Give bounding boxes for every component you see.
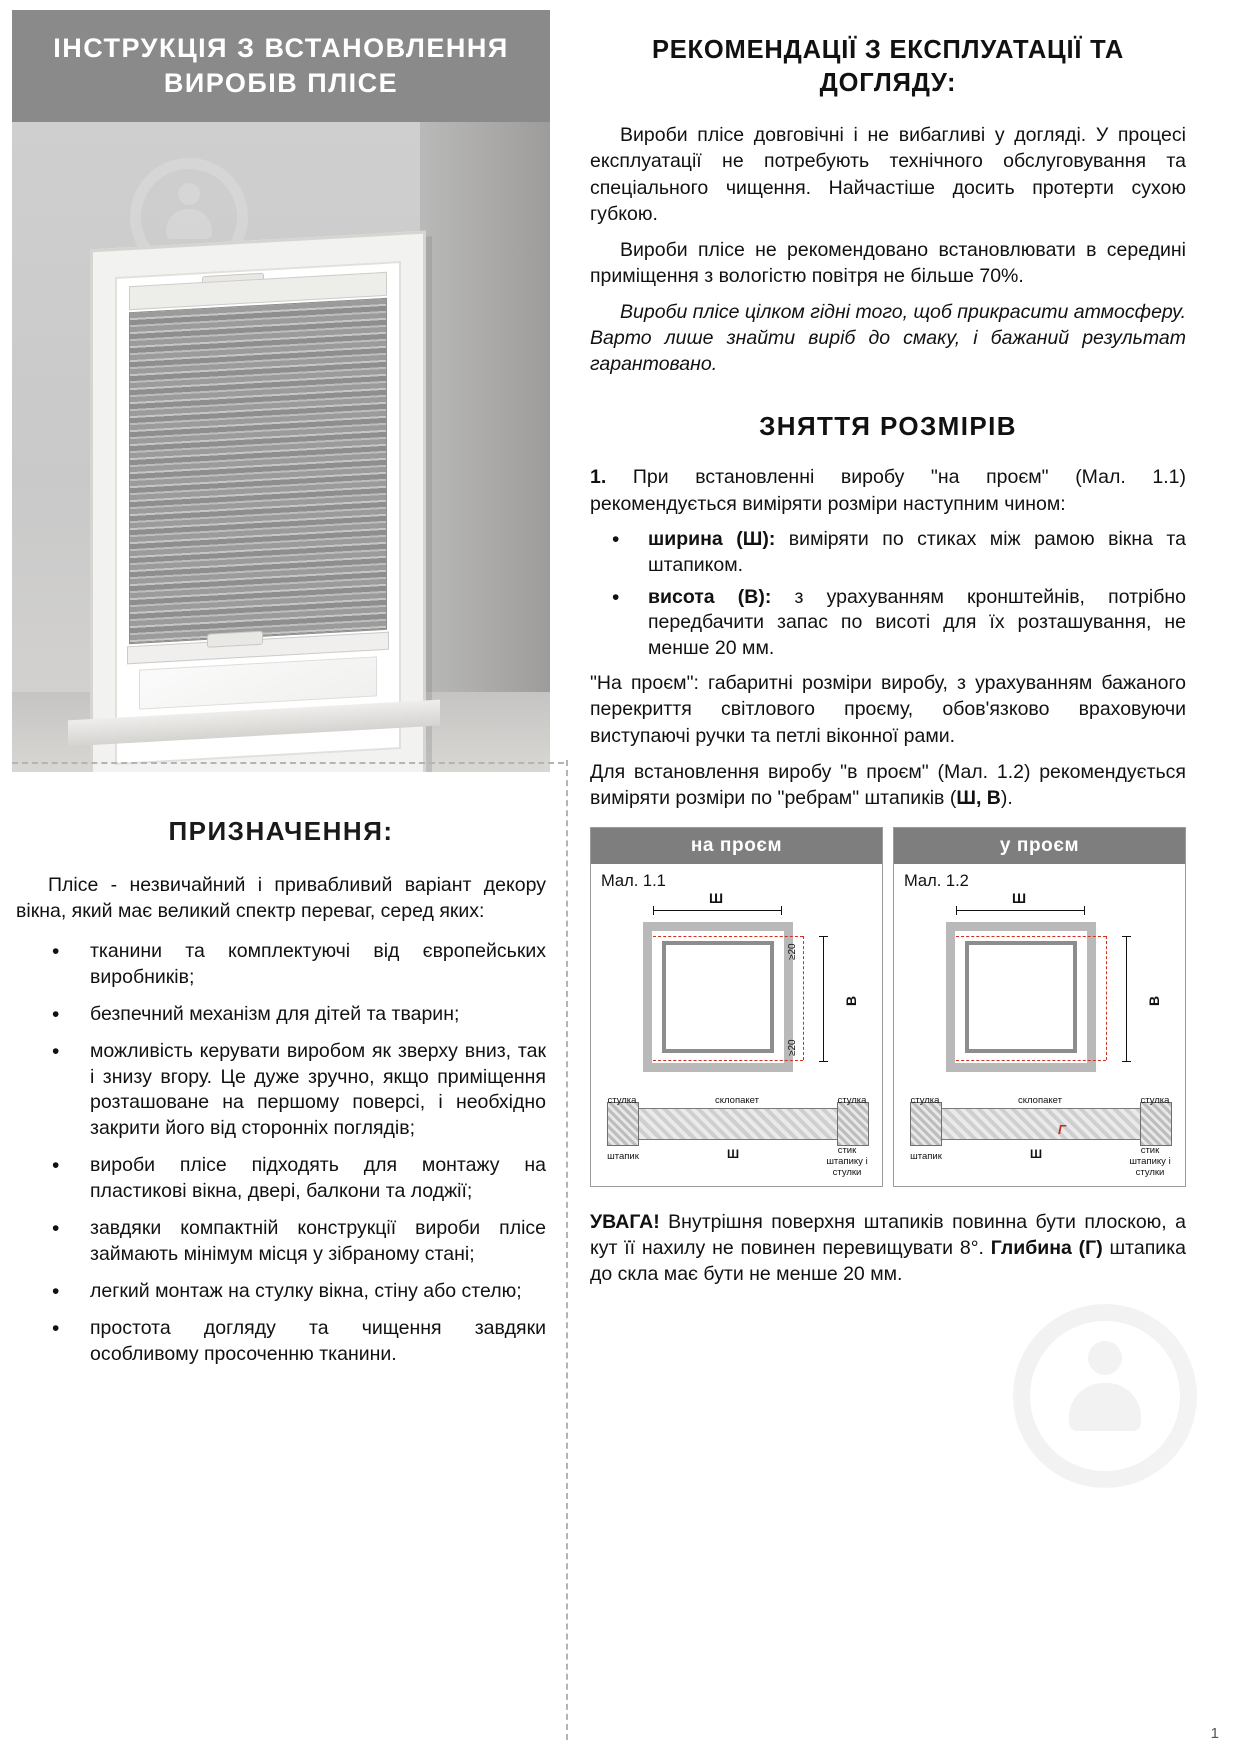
measurement-intro [590,464,1186,516]
figure-2-sec-b-right-label: стик штапику і стулки [1129,1144,1171,1178]
warning-text-2: штапика до скла має бути не менше 20 мм. [590,1237,1186,1286]
purpose-bullet-list [16,939,546,1368]
list-item [590,585,1186,663]
warning-lead: УВАГА! [590,1210,660,1233]
figure-2-depth-mark: Г [1058,1121,1066,1137]
list-item: • безпечний механізм для дітей та тварин; [16,1002,546,1028]
measurement-note-a: "На проєм": габаритні розміри виробу, з урахуванням бажаного перекриття світлового проєму, обов'язково враховуючи виступаючі ручки та петлі віконної рами. [590,672,1186,747]
page-title-banner [12,10,550,122]
divider-vertical [566,760,568,1740]
figure-2-height-dim-line [1126,936,1127,1062]
figure-2-width-label: Ш [1012,889,1027,906]
figure-2-sec-b-left-label: штапик [910,1150,942,1162]
figure-1-dash-right [803,936,804,1060]
list-item: • завдяки компактній конструкції вироби плісе займають мінімум місця у зібраному стані; [16,1216,546,1268]
figure-1-sec-right-label: стулка [837,1094,867,1106]
list-item: • можливість керувати виробом як зверху вниз, так і знизу вгору. Це дуже зручно, якщо приміщення розташоване на першому поверсі, і необхідно закрити його від сторонніх поглядів; [16,1039,546,1143]
figure-1-header: на проєм [591,828,882,864]
figure-2-sec-b-center-label: Ш [1029,1146,1043,1161]
figure-1-dash-top [653,936,803,937]
figure-1-height-tick-top [819,936,828,937]
pleated-blind-fabric [129,298,387,644]
purpose-intro: Плісе - незвичайний і привабливий варіант декору вікна, який має великий спектр переваг, серед яких: [16,874,546,922]
figure-1-sec-b-right-label: стик штапику і стулки [826,1144,868,1178]
measurement-heading: ЗНЯТТЯ РОЗМІРІВ [759,411,1017,442]
window-inner-frame [115,261,401,765]
figure-2-dash-top [956,936,1106,937]
figure-1-label: Мал. 1.1 [601,871,666,890]
figure-2-sec-center-label: склопакет [1018,1094,1062,1106]
measurement-bullet-list [590,527,1186,663]
figure-in-opening [893,827,1186,1187]
figure-1-sash-left [607,1102,639,1146]
figure-1-dash-bottom [653,1060,803,1061]
page-title: ІНСТРУКЦІЯ З ВСТАНОВЛЕННЯ ВИРОБІВ ПЛІСЕ [53,33,509,98]
figure-1-sec-b-left-label: штапик [607,1150,639,1162]
measurement-intro-text: При встановленні виробу "на проєм" (Мал. 1.1) рекомендується виміряти розміри наступним чином: [590,466,1186,515]
figure-2-glass-unit [926,1108,1144,1140]
figure-1-width-label: Ш [709,889,724,906]
measurement-step-number: 1. [590,466,607,489]
figure-1-cross-section [605,1094,869,1178]
care-heading: РЕКОМЕНДАЦІЇ З ЕКСПЛУАТАЦІЇ ТА ДОГЛЯДУ: [651,36,1125,98]
care-paragraph-1: Вироби плісе довговічні і не вибагливі у догляді. У процесі експлуатації не потребують технічного обслуговування та спеціального чищення. Найчастіше досить протерти сухою губкою. [590,124,1186,225]
measure-width-text: виміряти по стиках між рамою вікна та штапиком. [648,527,1186,576]
figure-2-sash-left [910,1102,942,1146]
figure-1-sec-left-label: стулка [607,1094,637,1106]
list-item: • простота догляду та чищення завдяки особливому просоченню тканини. [16,1316,546,1368]
list-item [590,527,1186,579]
measure-height-text: з урахуванням кронштейнів, потрібно передбачити запас по висоті для їх розташування, не менше 20 мм. [648,585,1186,660]
left-column [12,10,550,1740]
figure-2-width-tick-left [956,906,957,915]
figure-2-dash-right [1106,936,1107,1060]
purpose-section [12,816,550,1368]
warning-note [590,1209,1186,1287]
watermark-large-icon [1013,1304,1197,1488]
figure-2-width-dim-line [956,910,1084,911]
page-number: 1 [1210,1725,1219,1742]
window-glass [139,656,377,709]
figure-1-height-label: В [843,995,859,1006]
figure-2-dash-bottom [956,1060,1106,1061]
figure-1-width-tick-left [653,906,654,915]
window-illustration [90,231,426,772]
care-paragraph-2: Вироби плісе не рекомендовано встановлювати в середині приміщення з вологістю повітря не більше 70%. [590,238,1186,287]
list-item: • тканини та комплектуючі від європейських виробників; [16,939,546,991]
figure-2-height-label: В [1146,995,1162,1006]
figure-2-sec-right-label: стулка [1140,1094,1170,1106]
warning-text-1: Внутрішня поверхня штапиків повинна бути плоскою, а кут її нахилу не повинен перевищувати 8°. [590,1210,1186,1260]
figure-2-sec-left-label: стулка [910,1094,940,1106]
measurement-note-b-pre: Для встановлення виробу "в проєм" (Мал. 1.2) рекомендується виміряти розміри по "ребрам" штапиків ( [590,760,1186,809]
figure-2-sash-right [1140,1102,1172,1146]
figures-row [590,827,1186,1187]
figure-1-body [591,864,882,1186]
wall-shade-right [420,122,550,772]
care-paragraph-3: Вироби плісе цілком гідні того, щоб прикрасити атмосферу. Варто лише знайти виріб до смаку, і бажаний результат гарантовано. [590,301,1186,376]
purpose-heading: ПРИЗНАЧЕННЯ: [168,816,394,846]
figure-1-height-tick-bottom [819,1061,828,1062]
figure-2-height-tick-top [1122,936,1131,937]
list-item: • легкий монтаж на стулку вікна, стіну або стелю; [16,1279,546,1305]
figure-1-sash-right [837,1102,869,1146]
figure-2-cross-section [908,1094,1172,1178]
right-column [590,34,1186,1307]
figure-1-gap-bottom: ≥20 [787,1039,798,1056]
figure-2-window-frame [946,922,1096,1072]
figure-2-label: Мал. 1.2 [904,871,969,890]
figure-2-body [894,864,1185,1186]
figure-1-sec-b-center-label: Ш [726,1146,740,1161]
figure-2-header: у проєм [894,828,1185,864]
figure-1-height-dim-line [823,936,824,1062]
warning-bold-2: Глибина (Г) [990,1237,1103,1260]
product-photo [12,122,550,772]
measurement-note-b-bold: Ш, В [956,786,1001,809]
figure-1-window-frame [643,922,793,1072]
list-item: • вироби плісе підходять для монтажу на пластикові вікна, двері, балкони та лоджії; [16,1153,546,1205]
figure-on-opening [590,827,883,1187]
figure-2-width-tick-right [1084,906,1085,915]
measurement-note-b [590,759,1186,811]
measurement-note-b-post: ). [1000,786,1013,809]
divider-horizontal [12,762,564,764]
figure-1-gap-top: ≥20 [787,943,798,960]
measure-height-label: висота (В): [648,585,772,608]
figure-2-height-tick-bottom [1122,1061,1131,1062]
figure-1-width-dim-line [653,910,781,911]
measure-width-label: ширина (Ш): [648,527,776,550]
figure-1-sec-center-label: склопакет [715,1094,759,1106]
figure-1-glass-unit [623,1108,841,1140]
figure-1-width-tick-right [781,906,782,915]
